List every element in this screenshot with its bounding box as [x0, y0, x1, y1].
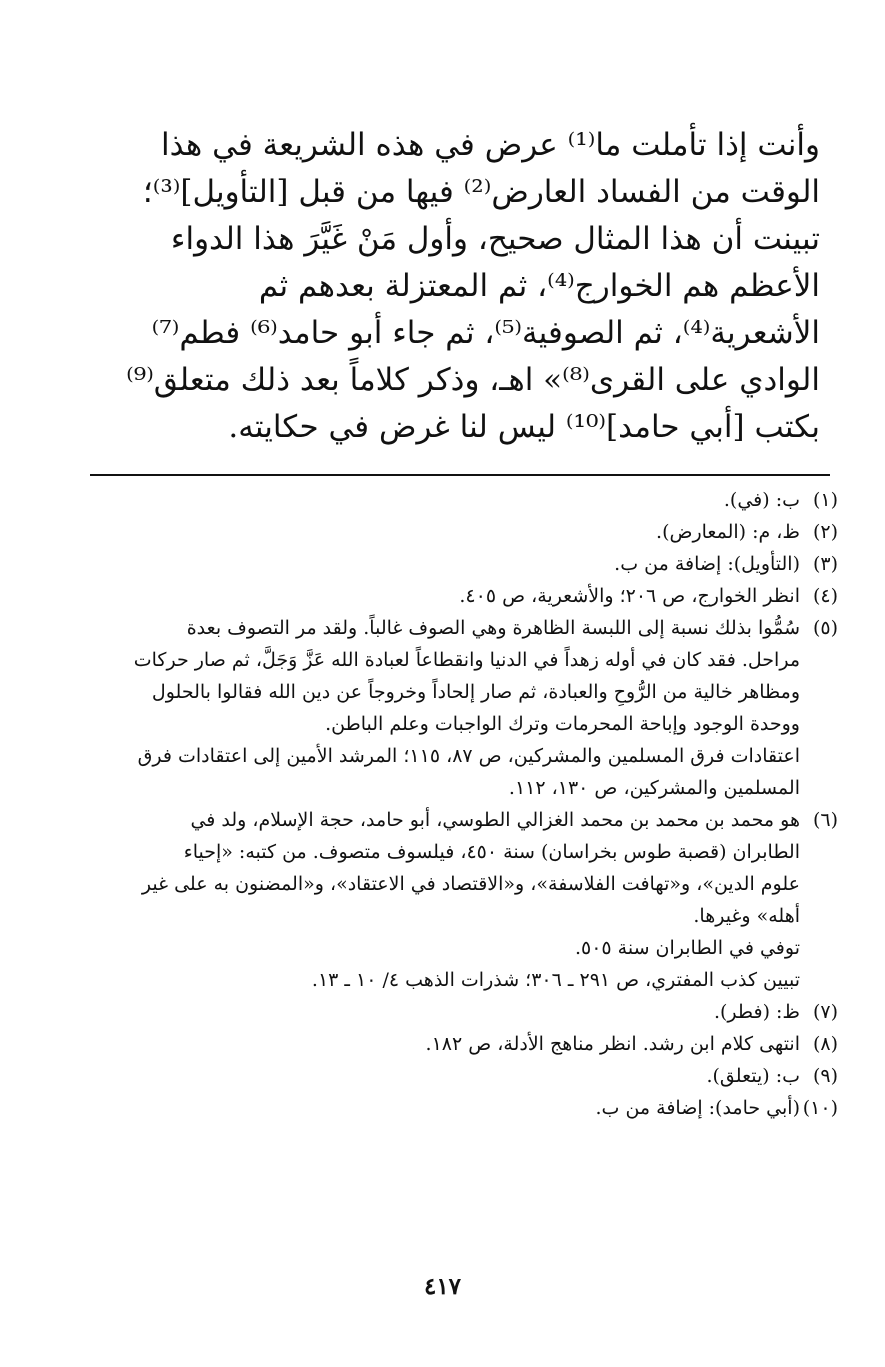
footnote-text	[84, 612, 800, 804]
footnote-line: سُمُّوا بذلك نسبة إلى اللبسة الظاهرة وهي الصوف غالباً. ولقد مر التصوف بعدة	[186, 617, 800, 639]
main-text-line: بكتب [أبي حامد]⁽¹⁰⁾ ليس لنا غرض في حكايته.	[228, 409, 820, 445]
footnote-item	[84, 516, 838, 548]
footnote-line: اعتقادات فرق المسلمين والمشركين، ص ٨٧، ١١٥؛ المرشد الأمين إلى اعتقادات فرق	[137, 745, 800, 767]
footnote-number: (٩)	[812, 1065, 838, 1087]
footnote-text	[84, 804, 800, 996]
footnote-item	[84, 1092, 838, 1124]
footnote-line: ظ، م: (المعارض).	[656, 521, 800, 543]
main-text-line: الوادي على القرى⁽⁸⁾» اهـ، وذكر كلاماً بعد ذلك متعلق⁽⁹⁾	[126, 362, 820, 398]
footnote-line: المسلمين والمشركين، ص ١٣٠، ١١٢.	[508, 777, 800, 799]
footnote-item	[84, 804, 838, 996]
main-text-line: الأشعرية⁽⁴⁾، ثم الصوفية⁽⁵⁾، ثم جاء أبو حامد⁽⁶⁾ فطم⁽⁷⁾	[151, 315, 820, 351]
footnote-number: (٣)	[812, 553, 838, 575]
footnote-line: ظ: (فطر).	[713, 1001, 800, 1023]
footnote-text	[84, 996, 800, 1028]
footnote-number: (٤)	[812, 585, 838, 607]
footnote-item	[84, 996, 838, 1028]
main-text-line: تبينت أن هذا المثال صحيح، وأول مَنْ غَيَّرَ هذا الدواء	[170, 221, 820, 257]
footnote-line: هو محمد بن محمد بن محمد الغزالي الطوسي، أبو حامد، حجة الإسلام، ولد في	[190, 809, 800, 831]
footnote-item	[84, 1060, 838, 1092]
main-text-line: الأعظم هم الخوارج⁽⁴⁾، ثم المعتزلة بعدهم ثم	[258, 268, 820, 304]
footnote-text	[84, 548, 800, 580]
footnote-line: تبيين كذب المفتري، ص ٢٩١ ـ ٣٠٦؛ شذرات الذهب ٤/ ١٠ ـ ١٣.	[311, 969, 800, 991]
footnote-line: (التأويل): إضافة من ب.	[614, 553, 800, 575]
footnote-line: ووحدة الوجود وإباحة المحرمات وترك الواجبات وعلم الباطن.	[325, 713, 800, 735]
footnotes-section	[84, 484, 838, 1124]
page-number: ٤١٧	[423, 1273, 462, 1300]
footnote-line: علوم الدين»، و«تهافت الفلاسفة»، و«الاقتصاد في الاعتقاد»، و«المضنون به على غير	[141, 873, 800, 895]
footnote-line: مراحل. فقد كان في أوله زهداً في الدنيا وانقطاعاً لعبادة الله عَزَّ وَجَلَّ، ثم صار حركات	[133, 649, 800, 671]
footnote-number: (٢)	[812, 521, 838, 543]
footnote-text	[84, 516, 800, 548]
main-text-line: الوقت من الفساد العارض⁽²⁾ فيها من قبل [التأويل]⁽³⁾؛	[142, 174, 820, 210]
footnote-number: (١٠)	[802, 1097, 838, 1119]
footnote-number: (١)	[812, 489, 838, 511]
footnote-item	[84, 1028, 838, 1060]
footnote-item	[84, 612, 838, 804]
footnote-text	[84, 1028, 800, 1060]
footnote-number: (٧)	[812, 1001, 838, 1023]
footnote-item	[84, 548, 838, 580]
footnote-number: (٨)	[812, 1033, 838, 1055]
footnote-item	[84, 484, 838, 516]
footnote-text	[84, 1060, 800, 1092]
footnote-text	[84, 484, 800, 516]
footnote-text	[84, 1092, 800, 1124]
footnote-line: ومظاهر خالية من الرُّوحِ والعبادة، ثم صار إلحاداً وخروجاً عن دين الله فقالوا بالحلول	[151, 681, 800, 703]
footnote-line: الطابران (قصبة طوس بخراسان) سنة ٤٥٠، فيلسوف متصوف. من كتبه: «إحياء	[183, 841, 800, 863]
footnote-text	[84, 580, 800, 612]
footnote-item	[84, 580, 838, 612]
footnote-number: (٦)	[812, 809, 838, 831]
main-text-line: وأنت إذا تأملت ما⁽¹⁾ عرض في هذه الشريعة في هذا	[161, 127, 820, 163]
main-text-block	[126, 122, 820, 451]
footnote-line: انظر الخوارج، ص ٢٠٦؛ والأشعرية، ص ٤٠٥.	[459, 585, 800, 607]
footnote-line: (أبي حامد): إضافة من ب.	[595, 1097, 800, 1119]
footnote-line: أهله» وغيرها.	[693, 905, 800, 927]
footnote-line: ب: (في).	[723, 489, 800, 511]
footnote-line: ب: (يتعلق).	[706, 1065, 800, 1087]
footnote-line: انتهى كلام ابن رشد. انظر مناهج الأدلة، ص ١٨٢.	[425, 1033, 800, 1055]
footnote-line: توفي في الطابران سنة ٥٠٥.	[574, 937, 800, 959]
footnote-divider	[90, 474, 830, 476]
footnote-number: (٥)	[812, 617, 838, 639]
